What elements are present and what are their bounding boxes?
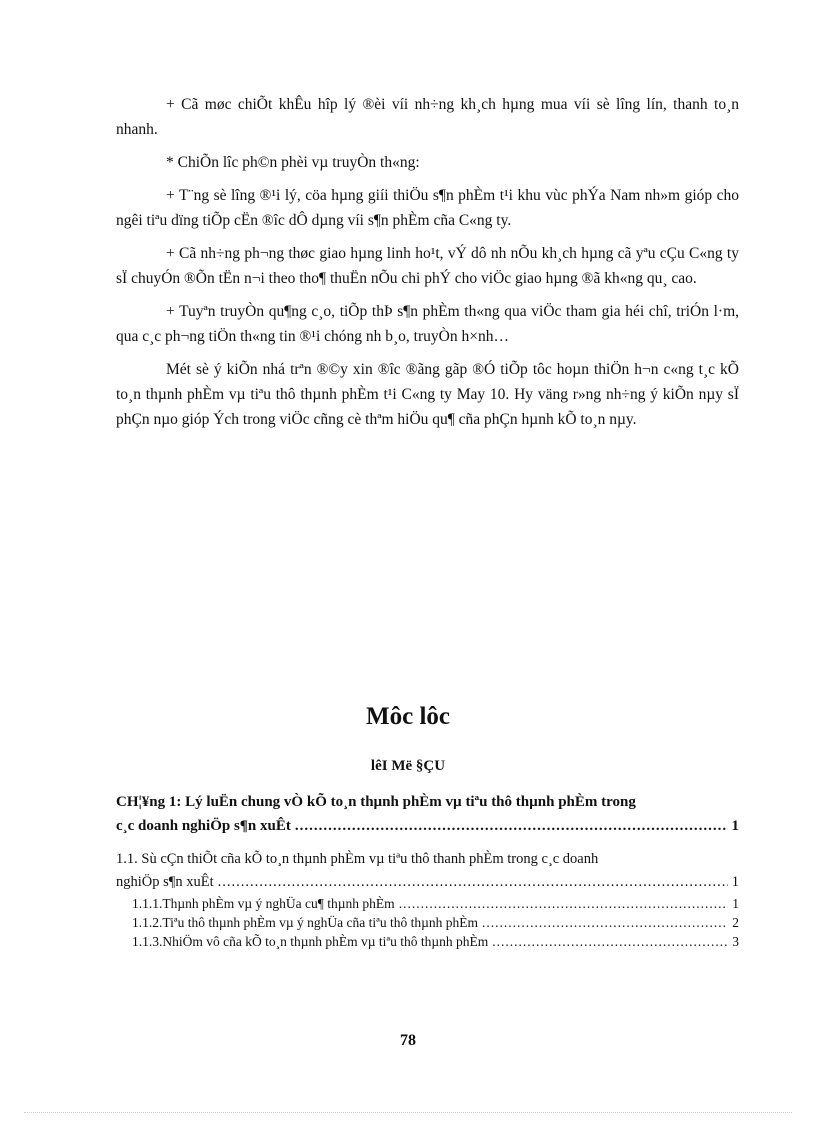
paragraph-delivery: + Cã nh÷ng ph¬ng thøc giao hµng linh ho¹t, vÝ dô nh nÕu kh¸ch hµng cã yªu cÇu C«ng ty sÏ chuyÓn ®Õn tËn n¬i theo tho¶ thuËn nÕu chi phÝ cho viÖc giao hµng ®ã kh«ng qu¸ cao.	[116, 245, 739, 287]
toc-chapter-line2: c¸c doanh nghiÖp s¶n xuÊt	[116, 818, 291, 834]
page-bottom-divider	[24, 1112, 792, 1113]
paragraph-strategy-heading: * ChiÕn lîc ph©n phèi vµ truyÒn th«ng:	[166, 154, 420, 171]
paragraph-agents: + T¨ng sè lîng ®¹i lý, cöa hµng giíi thiÖu s¶n phÈm t¹i khu vùc phÝa Nam nh»m gióp cho ngêi tiªu dïng tiÕp cËn ®îc dÔ dµng víi s¶n phÈm cña C«ng ty.	[116, 187, 739, 229]
toc-subsection-text: 1.1.2.Tiªu thô thµnh phÈm vµ ý nghÜa cña tiªu thô thµnh phÈm	[132, 915, 479, 930]
toc-leader-dots	[492, 932, 728, 951]
toc-subsection-text: 1.1.3.NhiÖm vô cña kÕ to¸n thµnh phÈm vµ tiªu thô thµnh phÈm	[132, 934, 489, 949]
toc-subsection-1-1-2[interactable]	[116, 913, 739, 932]
table-of-contents	[116, 790, 739, 951]
toc-subsection-1-1-1[interactable]	[116, 894, 739, 913]
page-number: 78	[400, 1032, 416, 1049]
toc-chapter-line1: CH¦¥ng 1: Lý luËn chung vÒ kÕ to¸n thµnh phÈm vµ tiªu thô thµnh phÈm trong	[116, 794, 636, 810]
toc-leader-dots	[295, 814, 728, 838]
toc-subtitle: lêI Më §ÇU	[370, 758, 446, 774]
toc-subsection-text: 1.1.1.Thµnh phÈm vµ ý nghÜa cu¶ thµnh phÈm	[132, 896, 395, 911]
body-text	[116, 92, 739, 440]
toc-section-line2: nghiÖp s¶n xuÊt	[116, 874, 214, 890]
toc-title: Môc lôc	[366, 703, 450, 730]
toc-section-1-1[interactable]	[116, 848, 739, 894]
toc-page-number: 1	[731, 818, 739, 834]
paragraph-discount: + Cã møc chiÕt khÊu hîp lý ®èi víi nh÷ng kh¸ch hµng mua víi sè lîng lín, thanh to¸n nhanh.	[116, 96, 739, 138]
toc-page-number: 3	[732, 934, 739, 949]
toc-section-line1: 1.1. Sù cÇn thiÕt cña kÕ to¸n thµnh phÈm vµ tiªu thô thanh phÈm trong c¸c doanh	[116, 851, 599, 867]
toc-page-number: 1	[731, 874, 739, 890]
toc-page-number: 2	[732, 915, 739, 930]
paragraph-advertising: + Tuyªn truyÒn qu¶ng c¸o, tiÕp thÞ s¶n phÈm th«ng qua viÖc tham gia héi chî, triÓn l·m, qua c¸c ph¬ng tiÖn th«ng tin ®¹i chóng nh b¸o, truyÒn h×nh…	[116, 303, 739, 345]
toc-chapter-1[interactable]	[116, 790, 739, 838]
toc-page-number: 1	[732, 896, 739, 911]
toc-leader-dots	[482, 913, 728, 932]
toc-leader-dots	[218, 871, 728, 894]
toc-leader-dots	[399, 894, 729, 913]
paragraph-conclusion: Mét sè ý kiÕn nhá trªn ®©y xin ®îc ®ãng gãp ®Ó tiÕp tôc hoµn thiÖn h¬n c«ng t¸c kÕ to¸n thµnh phÈm vµ tiªu thô thµnh phÈm t¹i C«ng ty May 10. Hy väng r»ng nh÷ng ý kiÕn nµy sÏ phÇn nµo gióp Ých trong viÖc cñng cè thªm hiÖu qu¶ cña phÇn hµnh kÕ to¸n nµy.	[116, 361, 739, 428]
toc-subsection-1-1-3[interactable]	[116, 932, 739, 951]
